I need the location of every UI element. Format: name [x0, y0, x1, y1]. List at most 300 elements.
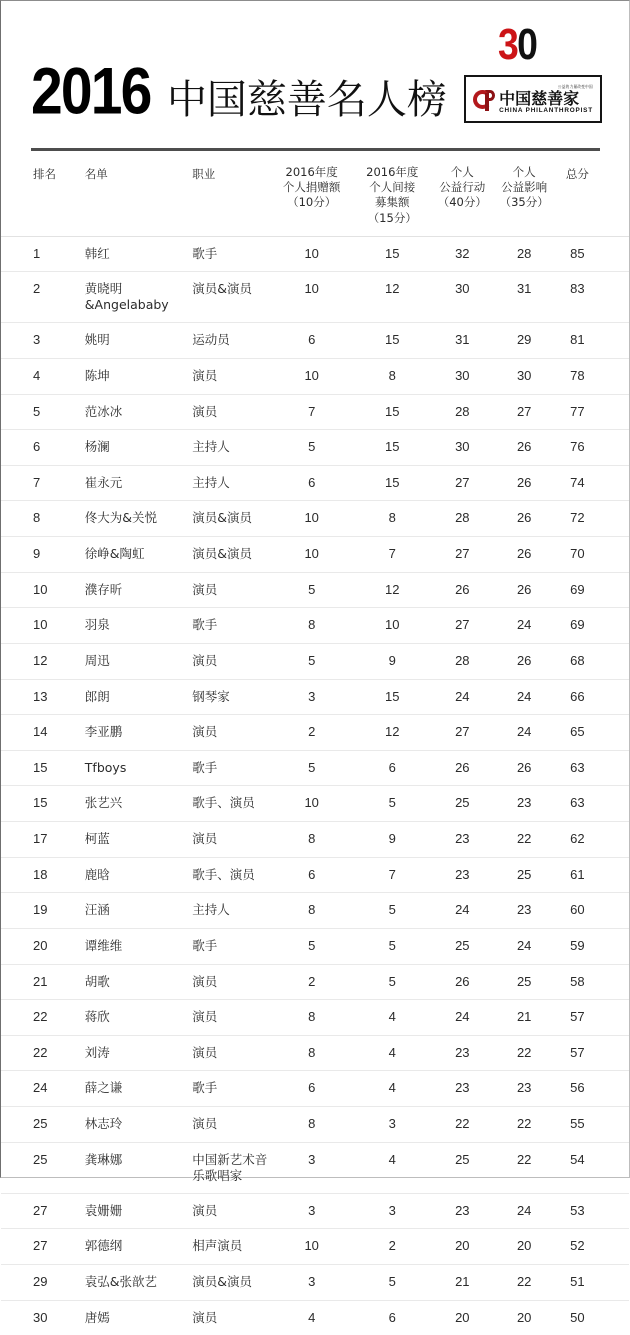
- column-header-total: 总分: [565, 167, 589, 181]
- cell-influence: [493, 246, 556, 263]
- anniversary-30-badge: [498, 20, 537, 69]
- cell-name-value: 张艺兴: [84, 795, 123, 811]
- cell-influence-value: 25: [516, 866, 532, 882]
- cell-donation: [271, 546, 353, 563]
- cell-total: [556, 582, 599, 599]
- cell-donation: [271, 831, 353, 848]
- cell-total-value: 69: [570, 581, 585, 597]
- table-row: [1, 751, 629, 787]
- cell-action-value: 28: [455, 403, 470, 419]
- cell-influence-value: 24: [516, 1202, 532, 1218]
- cell-name-value: 唐嫣: [84, 1309, 110, 1325]
- cell-raised: [352, 795, 432, 812]
- cell-rank: [31, 724, 85, 741]
- table-row: [1, 644, 629, 680]
- cell-name-value: 杨澜: [84, 439, 110, 455]
- cell-occupation-value: 演员: [192, 724, 218, 740]
- cell-occupation: [192, 1009, 271, 1025]
- cell-donation-value: 5: [308, 581, 316, 597]
- cell-total-value: 85: [570, 245, 585, 261]
- cell-total: [556, 368, 599, 385]
- cell-influence-value: 26: [516, 759, 532, 775]
- cell-name-value: 濮存昕: [84, 581, 123, 597]
- title-divider: [31, 148, 600, 151]
- cell-total-value: 76: [570, 439, 585, 455]
- cell-action-value: 24: [455, 902, 470, 918]
- cell-action-value: 27: [455, 617, 470, 633]
- cell-name: [85, 974, 192, 990]
- cell-influence: [493, 938, 556, 955]
- cell-total: [556, 617, 599, 634]
- cell-raised: [352, 831, 432, 848]
- cell-donation-value: 6: [308, 1080, 316, 1096]
- cell-action-value: 23: [455, 866, 470, 882]
- cell-raised-value: 4: [388, 1044, 396, 1060]
- cell-action-value: 23: [455, 831, 470, 847]
- cell-occupation-value-line2: 音乐歌唱家: [192, 1151, 268, 1183]
- cell-raised-value: 2: [388, 1238, 396, 1254]
- cell-action: [432, 653, 492, 670]
- cell-influence: [493, 1152, 556, 1169]
- table-row: [1, 1301, 629, 1335]
- cell-donation-value: 10: [304, 281, 319, 297]
- cell-raised: [352, 689, 432, 706]
- cell-total: [556, 1203, 599, 1220]
- cell-influence-value: 23: [516, 902, 532, 918]
- cell-name: [85, 1274, 192, 1290]
- cell-name: [85, 653, 192, 669]
- col-donation-line1: 2016年度: [285, 165, 338, 179]
- cell-action-value: 30: [455, 367, 470, 383]
- cell-influence: [493, 974, 556, 991]
- cell-rank-value: 22: [33, 1044, 48, 1060]
- cell-name: [85, 404, 192, 420]
- cell-influence-value: 22: [516, 1151, 532, 1167]
- cell-donation-value: 6: [308, 866, 316, 882]
- cell-action-value: 30: [455, 281, 470, 297]
- cell-action: [432, 724, 492, 741]
- cell-name-value: 崔永元: [84, 474, 123, 490]
- cell-action-value: 21: [455, 1273, 470, 1289]
- cell-influence-value: 20: [516, 1238, 532, 1254]
- cell-donation: [271, 404, 353, 421]
- table-row: [1, 822, 629, 858]
- cell-raised: [352, 760, 432, 777]
- cell-raised-value: 15: [385, 688, 400, 704]
- cell-name-value: 袁弘&张歆艺: [84, 1273, 158, 1289]
- col-raised-line3: 募集额: [375, 195, 410, 210]
- cell-rank-value: 3: [33, 332, 41, 348]
- cell-total: [556, 439, 599, 456]
- cell-total: [556, 281, 599, 298]
- cell-donation-value: 5: [308, 937, 316, 953]
- cell-donation-value: 7: [308, 403, 316, 419]
- cell-occupation: [192, 510, 271, 526]
- cell-influence: [493, 475, 556, 492]
- cell-raised: [352, 902, 432, 919]
- cell-raised: [352, 1274, 432, 1291]
- table-row: [1, 1000, 629, 1036]
- table-row: [1, 608, 629, 644]
- cell-donation-value: 5: [308, 652, 316, 668]
- cell-action: [432, 546, 492, 563]
- cell-action-value: 28: [455, 652, 470, 668]
- cell-name: [85, 1310, 192, 1326]
- cell-donation-value: 10: [304, 245, 319, 261]
- cell-rank-value: 1: [33, 245, 41, 261]
- cell-name: [85, 332, 192, 348]
- table-row: [1, 573, 629, 609]
- cell-total-value: 53: [570, 1202, 585, 1218]
- cell-donation-value: 2: [308, 724, 316, 740]
- cell-raised-value: 15: [385, 245, 400, 261]
- cell-total: [556, 546, 599, 563]
- cell-occupation: [192, 795, 271, 811]
- cell-rank: [31, 368, 85, 385]
- cell-influence-value: 22: [516, 1273, 532, 1289]
- cell-occupation-value: 演员: [192, 652, 218, 668]
- cell-name-value: 佟大为&关悦: [84, 510, 158, 526]
- cell-donation-value: 5: [308, 759, 316, 775]
- cell-name-value: 黄晓明: [84, 281, 123, 297]
- cell-total-value: 65: [570, 724, 585, 740]
- col-donation-line2: 个人捐赠额: [282, 180, 341, 195]
- cell-donation-value: 10: [304, 795, 319, 811]
- cell-donation: [271, 439, 353, 456]
- cell-raised-value: 7: [388, 546, 396, 562]
- cell-donation: [271, 1310, 353, 1327]
- cell-action: [432, 1009, 492, 1026]
- cell-total: [556, 867, 599, 884]
- cell-rank: [31, 1009, 85, 1026]
- cell-occupation-value: 歌手: [192, 617, 218, 633]
- cell-action: [432, 938, 492, 955]
- cell-rank: [31, 1116, 85, 1133]
- column-header-donation: [271, 165, 353, 211]
- table-row: [1, 929, 629, 965]
- cell-name-value: 鹿晗: [84, 866, 110, 882]
- cell-donation-value: 10: [304, 546, 319, 562]
- cell-donation-value: 3: [308, 688, 316, 704]
- column-header-name: 名单: [84, 167, 108, 181]
- cell-rank: [31, 1310, 85, 1327]
- cell-total-value: 55: [570, 1116, 585, 1132]
- cell-rank: [31, 938, 85, 955]
- cell-rank-value: 5: [33, 403, 41, 419]
- cell-total: [556, 332, 599, 349]
- cell-donation: [271, 475, 353, 492]
- cell-donation: [271, 1152, 353, 1169]
- cell-name-value: 韩红: [84, 245, 110, 261]
- cell-raised-value: 10: [385, 617, 400, 633]
- cell-influence: [493, 867, 556, 884]
- cell-occupation: [192, 546, 271, 562]
- cell-donation: [271, 332, 353, 349]
- cell-raised-value: 15: [385, 403, 400, 419]
- cell-donation-value: 8: [308, 617, 316, 633]
- cell-name-value: 薛之谦: [84, 1080, 123, 1096]
- cell-total: [556, 974, 599, 991]
- cell-name: [85, 760, 192, 776]
- table-row: [1, 1143, 629, 1194]
- cell-action: [432, 439, 492, 456]
- cell-donation: [271, 1274, 353, 1291]
- col-raised-line1: 2016年度: [366, 165, 419, 179]
- cell-total: [556, 938, 599, 955]
- cell-action-value: 24: [455, 1009, 470, 1025]
- table-header-row: [1, 153, 629, 237]
- cell-total: [556, 760, 599, 777]
- cell-raised-value: 5: [388, 795, 396, 811]
- cell-occupation: [192, 332, 271, 348]
- cell-influence: [493, 1045, 556, 1062]
- cell-raised-value: 12: [385, 724, 400, 740]
- cell-total: [556, 795, 599, 812]
- cell-action-value: 32: [455, 245, 470, 261]
- cell-occupation-value: 演员: [192, 1009, 218, 1025]
- cell-occupation: [192, 689, 271, 705]
- cell-influence: [493, 368, 556, 385]
- col-action-line1: 个人: [450, 165, 474, 179]
- cell-name-value: 范冰冰: [84, 403, 123, 419]
- cell-name-value: 袁姗姗: [84, 1202, 123, 1218]
- cell-action: [432, 902, 492, 919]
- cell-occupation: [192, 902, 271, 918]
- cell-occupation-value: 演员: [192, 973, 218, 989]
- cell-action: [432, 617, 492, 634]
- cell-occupation: [192, 246, 271, 262]
- cell-influence-value: 27: [516, 403, 532, 419]
- cell-influence: [493, 281, 556, 298]
- cell-raised-value: 15: [385, 474, 400, 490]
- cell-occupation-value: 主持人: [192, 439, 230, 455]
- table-row: [1, 965, 629, 1001]
- cell-donation-value: 4: [308, 1309, 316, 1325]
- cell-rank-value: 8: [33, 510, 41, 526]
- table-row: [1, 537, 629, 573]
- cell-raised-value: 15: [385, 332, 400, 348]
- cell-action-value: 23: [455, 1202, 470, 1218]
- cell-total-value: 74: [570, 474, 585, 490]
- cell-donation-value: 3: [308, 1151, 316, 1167]
- cell-total-value: 81: [570, 332, 585, 348]
- cell-occupation-value: 歌手: [192, 1080, 218, 1096]
- badge-digit-three: 3: [498, 20, 518, 69]
- publisher-logo: [464, 75, 602, 123]
- cell-raised: [352, 332, 432, 349]
- cell-rank-value: 15: [33, 759, 48, 775]
- cell-donation: [271, 246, 353, 263]
- cell-donation: [271, 795, 353, 812]
- cell-rank: [31, 510, 85, 527]
- cell-rank-value: 30: [33, 1309, 48, 1325]
- cell-influence-value: 21: [516, 1009, 532, 1025]
- table-row: [1, 466, 629, 502]
- cell-raised-value: 4: [388, 1151, 396, 1167]
- cell-total: [556, 510, 599, 527]
- table-row: [1, 786, 629, 822]
- cell-rank-value: 18: [33, 866, 48, 882]
- cell-name: [85, 831, 192, 847]
- page-title: [31, 55, 447, 129]
- cell-influence: [493, 546, 556, 563]
- cell-raised-value: 8: [388, 510, 396, 526]
- cell-action-value: 26: [455, 973, 470, 989]
- cell-rank-value: 17: [33, 831, 48, 847]
- cell-name-value: 谭维维: [84, 937, 123, 953]
- cell-total: [556, 1152, 599, 1169]
- col-action-line3: （40分）: [437, 195, 487, 210]
- cell-occupation: [192, 867, 271, 883]
- cell-occupation: [192, 1274, 271, 1290]
- cell-influence-value: 25: [516, 973, 532, 989]
- table-row: [1, 359, 629, 395]
- cell-rank-value: 21: [33, 973, 48, 989]
- cell-total-value: 57: [570, 1044, 585, 1060]
- cell-occupation: [192, 1203, 271, 1219]
- col-influence-line2: 公益影响: [501, 180, 548, 195]
- cell-raised: [352, 246, 432, 263]
- cell-influence-value: 22: [516, 1044, 532, 1060]
- cell-influence: [493, 724, 556, 741]
- cell-donation: [271, 902, 353, 919]
- cell-raised: [352, 1152, 432, 1169]
- masthead: [1, 1, 629, 147]
- cell-occupation: [192, 724, 271, 740]
- col-influence-line1: 个人: [512, 165, 536, 179]
- badge-digit-zero: 0: [517, 20, 537, 69]
- cell-occupation-value: 中国新艺术: [192, 1151, 255, 1167]
- cell-raised: [352, 1238, 432, 1255]
- cell-name: [85, 475, 192, 491]
- table-row: [1, 893, 629, 929]
- logo-name-chinese: 中国慈善家: [499, 88, 580, 108]
- cell-total-value: 50: [570, 1309, 585, 1325]
- cell-action: [432, 475, 492, 492]
- cell-rank-value: 27: [33, 1238, 48, 1254]
- cell-name: [85, 938, 192, 954]
- cell-rank: [31, 1080, 85, 1097]
- cell-total-value: 60: [570, 902, 585, 918]
- cell-donation-value: 8: [308, 1116, 316, 1132]
- cell-name: [85, 281, 192, 313]
- cell-occupation: [192, 1238, 271, 1254]
- table-row: [1, 323, 629, 359]
- cell-name: [85, 510, 192, 526]
- cell-name: [85, 368, 192, 384]
- cell-name: [85, 795, 192, 811]
- cell-donation-value: 6: [308, 332, 316, 348]
- cell-occupation-value: 歌手: [192, 937, 218, 953]
- cell-raised-value: 5: [388, 1273, 396, 1289]
- cell-donation-value: 3: [308, 1202, 316, 1218]
- cell-influence: [493, 795, 556, 812]
- cell-influence-value: 24: [516, 937, 532, 953]
- cell-rank-value: 9: [33, 546, 41, 562]
- cell-occupation-value: 演员: [192, 1202, 218, 1218]
- cell-occupation-value: 演员: [192, 581, 218, 597]
- cell-raised: [352, 582, 432, 599]
- cell-action-value: 22: [455, 1116, 470, 1132]
- cell-occupation: [192, 617, 271, 633]
- cell-action: [432, 1045, 492, 1062]
- cell-action: [432, 281, 492, 298]
- cell-rank: [31, 653, 85, 670]
- cell-total-value: 72: [570, 510, 585, 526]
- cell-donation: [271, 867, 353, 884]
- cell-influence-value: 24: [516, 724, 532, 740]
- cell-rank: [31, 1152, 85, 1169]
- cell-raised-value: 7: [388, 866, 396, 882]
- cell-name: [85, 1009, 192, 1025]
- cell-name: [85, 902, 192, 918]
- cell-action-value: 24: [455, 688, 470, 704]
- cell-raised-value: 5: [388, 973, 396, 989]
- cell-occupation-value: 歌手: [192, 759, 218, 775]
- cell-total: [556, 653, 599, 670]
- cell-total: [556, 724, 599, 741]
- cell-influence-value: 23: [516, 795, 532, 811]
- cell-occupation-value: 演员&演员: [192, 546, 252, 562]
- cell-name-value: 陈坤: [84, 367, 110, 383]
- cell-total-value: 58: [570, 973, 585, 989]
- cell-action-value: 27: [455, 724, 470, 740]
- cell-influence-value: 24: [516, 688, 532, 704]
- cell-rank-value: 25: [33, 1151, 48, 1167]
- cell-occupation: [192, 1045, 271, 1061]
- cell-donation-value: 10: [304, 367, 319, 383]
- cell-total-value: 61: [570, 866, 585, 882]
- cell-name-value-line2: &Angelababy: [84, 297, 169, 313]
- cell-donation-value: 8: [308, 1009, 316, 1025]
- cell-total-value: 77: [570, 403, 585, 419]
- cell-name-value: 李亚鹏: [84, 724, 123, 740]
- table-row: [1, 272, 629, 323]
- cell-influence-value: 26: [516, 510, 532, 526]
- cell-occupation-value: 演员&演员: [192, 510, 252, 526]
- cell-donation: [271, 1116, 353, 1133]
- cell-name-value: 胡歌: [84, 973, 110, 989]
- cell-influence: [493, 1203, 556, 1220]
- cell-raised-value: 9: [388, 652, 396, 668]
- cell-influence: [493, 332, 556, 349]
- cell-occupation-value: 歌手: [192, 245, 218, 261]
- cell-action: [432, 368, 492, 385]
- cell-name: [85, 689, 192, 705]
- cell-name: [85, 582, 192, 598]
- cell-influence: [493, 1274, 556, 1291]
- cell-donation-value: 2: [308, 973, 316, 989]
- cell-raised: [352, 404, 432, 421]
- cell-raised: [352, 974, 432, 991]
- cell-rank: [31, 281, 85, 298]
- cell-occupation-value: 演员: [192, 831, 218, 847]
- cell-action: [432, 760, 492, 777]
- cell-rank: [31, 902, 85, 919]
- cell-name-value: 郎朗: [84, 688, 110, 704]
- cell-rank-value: 6: [33, 439, 41, 455]
- cell-name: [85, 439, 192, 455]
- cell-raised-value: 3: [388, 1202, 396, 1218]
- cell-influence-value: 20: [516, 1309, 532, 1325]
- table-row: [1, 395, 629, 431]
- cell-occupation-value: 演员: [192, 1116, 218, 1132]
- cell-donation: [271, 1203, 353, 1220]
- cell-total-value: 59: [570, 937, 585, 953]
- cell-donation: [271, 1045, 353, 1062]
- table-row: [1, 1036, 629, 1072]
- cell-occupation: [192, 1152, 271, 1184]
